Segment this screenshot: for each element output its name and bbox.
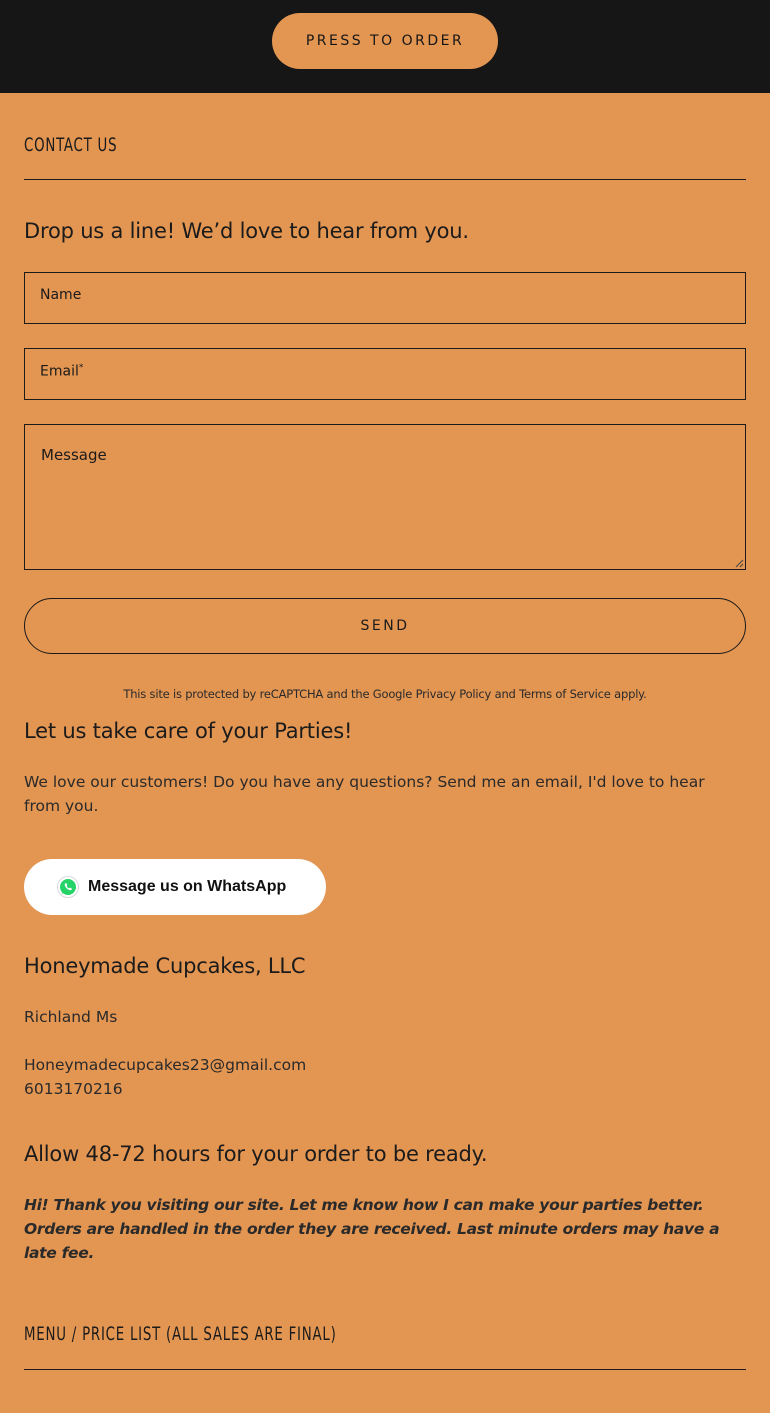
send-button[interactable]: SEND xyxy=(24,598,746,654)
parties-heading: Let us take care of your Parties! xyxy=(24,719,353,743)
contact-section-title: CONTACT US xyxy=(24,134,118,156)
contact-divider xyxy=(24,179,746,180)
menu-section-title: MENU / PRICE LIST (ALL SALES ARE FINAL) xyxy=(24,1323,337,1345)
required-mark: * xyxy=(78,363,84,373)
email-field-label: Email* xyxy=(40,363,84,380)
menu-divider xyxy=(24,1369,746,1370)
message-field-label: Message xyxy=(41,446,107,464)
business-phone-link[interactable]: 6013170216 xyxy=(24,1080,123,1098)
resize-grip-icon[interactable] xyxy=(734,558,744,568)
privacy-policy-link[interactable]: Privacy Policy xyxy=(415,687,492,701)
top-bar xyxy=(0,0,770,93)
whatsapp-icon xyxy=(57,876,79,898)
name-field[interactable] xyxy=(24,272,746,324)
notice-body: Hi! Thank you visiting our site. Let me know how I can make your parties better. Orders are handled in the order they are received. Last minute orders may have a late fee. xyxy=(24,1196,720,1262)
contact-heading: Drop us a line! We’d love to hear from you. xyxy=(24,219,469,243)
business-name: Honeymade Cupcakes, LLC xyxy=(24,954,306,978)
name-field-label: Name xyxy=(40,287,82,303)
whatsapp-button[interactable] xyxy=(24,859,326,915)
recaptcha-notice: This site is protected by reCAPTCHA and the Google Privacy Policy and Terms of Service apply. xyxy=(123,687,647,701)
notice-heading: Allow 48-72 hours for your order to be ready. xyxy=(24,1142,488,1166)
terms-of-service-link[interactable]: Terms of Service xyxy=(519,687,611,701)
message-field[interactable] xyxy=(24,424,746,570)
press-to-order-button[interactable]: PRESS TO ORDER xyxy=(272,13,498,69)
whatsapp-button-label: Message us on WhatsApp xyxy=(88,878,287,895)
email-field[interactable] xyxy=(24,348,746,400)
business-email-link[interactable]: Honeymadecupcakes23@gmail.com xyxy=(24,1056,307,1074)
parties-body: We love our customers! Do you have any questions? Send me an email, I'd love to hear from you. xyxy=(24,773,705,815)
business-location: Richland Ms xyxy=(24,1008,118,1026)
